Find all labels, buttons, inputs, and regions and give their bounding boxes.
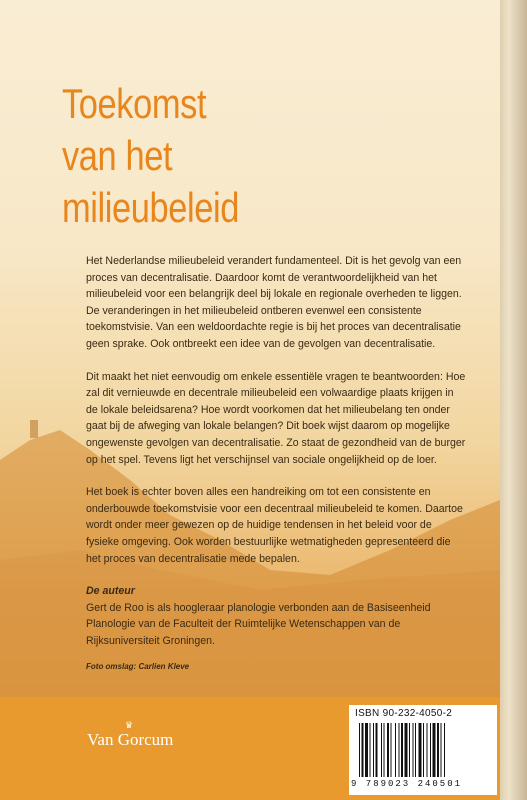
barcode-bar xyxy=(444,723,445,777)
barcode-bar xyxy=(365,723,368,777)
barcode-bar xyxy=(415,723,416,777)
barcode-bar xyxy=(387,723,389,777)
barcode-bar xyxy=(413,723,414,777)
book-title xyxy=(62,78,239,234)
title-line-3: milieubeleid xyxy=(62,184,239,231)
photo-credit: Foto omslag: Carlien Kleve xyxy=(86,662,190,671)
barcode-bar xyxy=(391,723,392,777)
barcode-digits: 9 789023 240501 xyxy=(351,779,463,789)
barcode-bar xyxy=(381,723,382,777)
blurb-paragraph-3: Het boek is echter boven alles een handreiking om tot een consistente en onderbouwde toekomstvisie voor een decentraal milieubeleid te komen. Daartoe wordt onder meer gewezen op de huidige tendensen in het beleid voor de fysieke omgeving. Ook worden bestuurlijke wetmatigheden gepresenteerd die het proces van decentralisatie mede bepalen. xyxy=(86,486,463,565)
barcode-bar xyxy=(437,723,439,777)
barcode-bar xyxy=(359,723,360,777)
publisher-logo xyxy=(87,720,174,750)
barcode-box xyxy=(349,705,497,795)
author-bio: Gert de Roo is als hoogleraar planologie verbonden aan de Basiseenheid Planologie van de Faculteit der Ruimtelijke Wetenschappen van de Rijksuniversiteit Groningen. xyxy=(86,601,431,647)
barcode-bar xyxy=(423,723,424,777)
author-heading: De auteur xyxy=(86,585,135,598)
barcode-bar xyxy=(370,723,371,777)
title-line-1: Toekomst xyxy=(62,80,207,127)
barcode-bar xyxy=(409,723,410,777)
barcode-bar xyxy=(433,723,436,777)
barcode-bar xyxy=(384,723,385,777)
blurb-paragraph-2: Dit maakt het niet eenvoudig om enkele essentiële vragen te beantwoorden: Hoe zal dit vernieuwde en decentrale milieubeleid een volwaardige plaats krijgen in de lokale beleidsarena? Hoe wordt voorkomen dat het milieubelang ten onder gaat bij de afweging van lokale belangen? Dit boek wijst daarom op mogelijke ongewenste gevolgen van decentralisatie. Zo staat de gezondheid van de burger op het spel. Tevens ligt het verschijnsel van sociale ongelijkheid op de loer. xyxy=(86,370,466,466)
barcode-bar xyxy=(399,723,400,777)
book-spine-edge xyxy=(497,0,527,800)
publisher-name: Van Gorcum xyxy=(87,730,174,749)
barcode-bar xyxy=(401,723,403,777)
crown-icon: ♛ xyxy=(125,720,134,730)
barcode-bar xyxy=(376,723,378,777)
barcode-bar xyxy=(419,723,422,777)
barcode-icon xyxy=(357,723,491,777)
barcode-bar xyxy=(373,723,374,777)
barcode-bar xyxy=(441,723,442,777)
title-line-2: van het xyxy=(62,132,173,179)
isbn-text: ISBN 90-232-4050-2 xyxy=(355,708,453,719)
barcode-bar xyxy=(430,723,431,777)
blurb-text xyxy=(86,253,466,649)
barcode-bar xyxy=(362,723,364,777)
barcode-bar xyxy=(405,723,408,777)
blurb-paragraph-1: Het Nederlandse milieubeleid verandert fundamenteel. Dit is het gevolg van een proces van decentralisatie. Daardoor komt de verantwoordelijkheid van het milieubeleid voor een belangrijk deel bij lokale en regionale overheden te liggen. De veranderingen in het milieubeleid ontberen evenwel een consistente toekomstvisie. Van een weldoordachte regie is bij het proces van decentralisatie geen sprake. Ook ontbreekt een idee van de gevolgen van decentralisatie. xyxy=(86,255,462,350)
barcode-bar xyxy=(395,723,396,777)
barcode-bar xyxy=(427,723,428,777)
